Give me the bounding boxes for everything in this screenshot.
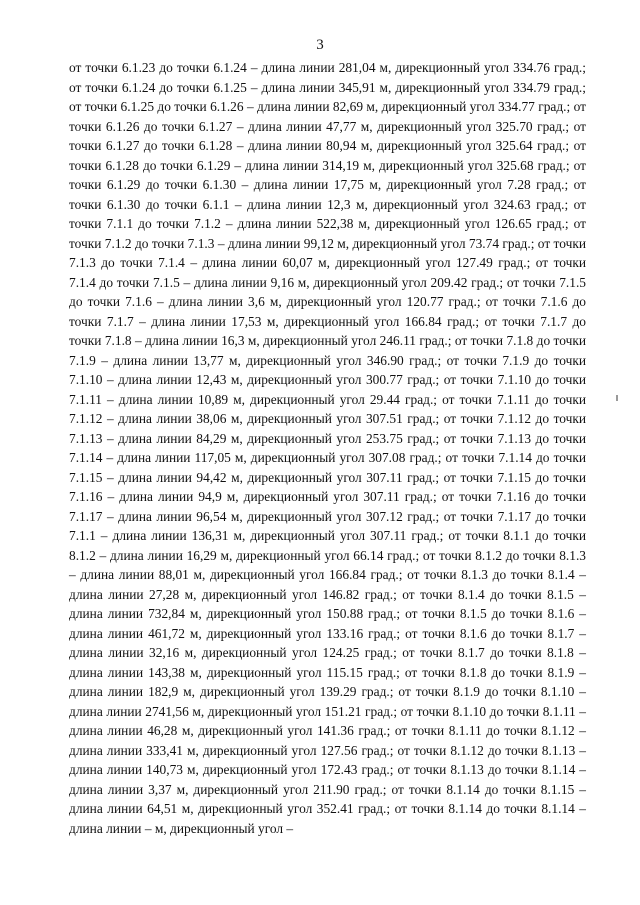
page-number: 3 — [316, 37, 324, 53]
body-text: от точки 6.1.23 до точки 6.1.24 – длина линии 281,04 м, дирекционный угол 334.76 град.; от точки 6.1.24 до точки 6.1.25 – длина линии 345,91 м, дирекционный угол 334.79 град.; от точки 6.1.25 до точки 6.1.26 – длина линии 82,69 м, дирекционный угол 334.77 град.; от точки 6.1.26 до точки 6.1.27 – длина линии 47,77 м, дирекционный угол 325.70 град.; от точки 6.1.27 до точки 6.1.28 – длина линии 80,94 м, дирекционный угол 325.64 град.; от точки 6.1.28 до точки 6.1.29 – длина линии 314,19 м, дирекционный угол 325.68 град.; от точки 6.1.29 до точки 6.1.30 – длина линии 17,75 м, дирекционный угол 7.28 град.; от точки 6.1.30 до точки 6.1.1 – длина линии 12,3 м, дирекционный угол 324.63 град.; от точки 7.1.1 до точки 7.1.2 – длина линии 522,38 м, дирекционный угол 126.65 град.; от точки 7.1.2 до точки 7.1.3 – длина линии 99,12 м, дирекционный угол 73.74 град.; от точки 7.1.3 до точки 7.1.4 – длина линии 60,07 м, дирекционный угол 127.49 град.; от точки 7.1.4 до точки 7.1.5 – длина линии 9,16 м, дирекционный угол 209.42 град.; от точки 7.1.5 до точки 7.1.6 – длина линии 3,6 м, дирекционный угол 120.77 град.; от точки 7.1.6 до точки 7.1.7 – длина линии 17,53 м, дирекционный угол 166.84 град.; от точки 7.1.7 до точки 7.1.8 – длина линии 16,3 м, дирекционный угол 246.11 град.; от точки 7.1.8 до точки 7.1.9 – длина линии 13,77 м, дирекционный угол 346.90 град.; от точки 7.1.9 до точки 7.1.10 – длина линии 12,43 м, дирекционный угол 300.77 град.; от точки 7.1.10 до точки 7.1.11 – длина линии 10,89 м, дирекционный угол 29.44 град.; от точки 7.1.11 до точки 7.1.12 – длина линии 38,06 м, дирекционный угол 307.51 град.; от точки 7.1.12 до точки 7.1.13 – длина линии 84,29 м, дирекционный угол 253.75 град.; от точки 7.1.13 до точки 7.1.14 – длина линии 117,05 м, дирекционный угол 307.08 град.; от точки 7.1.14 до точки 7.1.15 – длина линии 94,42 м, дирекционный угол 307.11 град.; от точки 7.1.15 до точки 7.1.16 – длина линии 94,9 м, дирекционный угол 307.11 град.; от точки 7.1.16 до точки 7.1.17 – длина линии 96,54 м, дирекционный угол 307.12 град.; от точки 7.1.17 до точки 7.1.1 – длина линии 136,31 м, дирекционный угол 307.11 град.; от точки 8.1.1 до точки 8.1.2 – длина линии 16,29 м, дирекционный угол 66.14 град.; от точки 8.1.2 до точки 8.1.3 – длина линии 88,01 м, дирекционный угол 166.84 град.; от точки 8.1.3 до точки 8.1.4 – длина линии 27,28 м, дирекционный угол 146.82 град.; от точки 8.1.4 до точки 8.1.5 – длина линии 732,84 м, дирекционный угол 150.88 град.; от точки 8.1.5 до точки 8.1.6 – длина линии 461,72 м, дирекционный угол 133.16 град.; от точки 8.1.6 до точки 8.1.7 – длина линии 32,16 м, дирекционный угол 124.25 град.; от точки 8.1.7 до точки 8.1.8 – длина линии 143,38 м, дирекционный угол 115.15 град.; от точки 8.1.8 до точки 8.1.9 – длина линии 182,9 м, дирекционный угол 139.29 град.; от точки 8.1.9 до точки 8.1.10 – длина линии 2741,56 м, дирекционный угол 151.21 град.; от точки 8.1.10 до точки 8.1.11 – длина линии 46,28 м, дирекционный угол 141.36 град.; от точки 8.1.11 до точки 8.1.12 – длина линии 333,41 м, дирекционный угол 127.56 град.; от точки 8.1.12 до точки 8.1.13 – длина линии 140,73 м, дирекционный угол 172.43 град.; от точки 8.1.13 до точки 8.1.14 – длина линии 3,37 м, дирекционный угол 211.90 град.; от точки 8.1.14 до точки 8.1.15 – длина линии 64,51 м, дирекционный угол 352.41 град.; от точки 8.1.14 до точки 8.1.14 – длина линии – м, дирекционный угол – — [69, 60, 586, 836]
scan-artifact-mark — [616, 395, 618, 401]
